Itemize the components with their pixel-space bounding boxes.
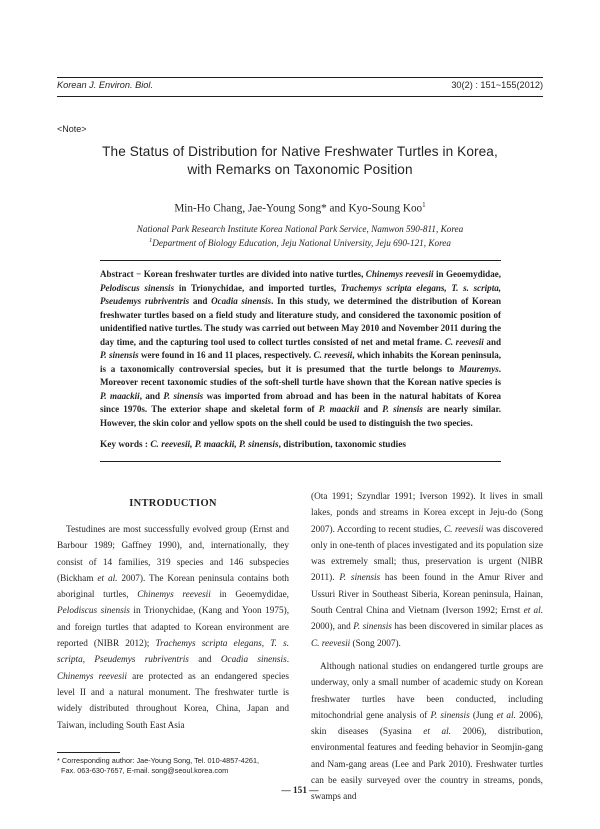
keywords-label: Key words : xyxy=(100,440,149,450)
header-bottom-rule xyxy=(57,96,543,97)
authors xyxy=(40,201,560,215)
abstract-text: . Moreover recent taxonomic studies of the soft-shell turtle have shown that the Korean native species is xyxy=(100,363,502,388)
body-text: Although national studies on endangered turtle groups are underway, only a small number of academic study on Korean freshwater turtles have been conducted, including mitochondrial gene analysis of xyxy=(311,661,543,721)
body-text: in Trionychidae, (Kang and Yoon 1975), and foreign turtles that adapted to Korean environment are reported (NIBR 2012); xyxy=(57,606,289,650)
abstract-dash: − xyxy=(136,269,142,279)
abstract-text: , which inhabits the Korean peninsula, is a taxonomically controversial species, but it is presumed that the turtle belongs to xyxy=(100,350,501,374)
footnote-line-2: Fax. 063-630-7657, E-mail. song@seoul.korea.com xyxy=(61,766,229,775)
abstract-text: in Geoemydidae, xyxy=(435,269,501,279)
body-text: , xyxy=(82,655,86,666)
abstract-text: and xyxy=(363,404,379,415)
body-text: Testudines are most successfully evolved group (Ernst and Barbour 1989; Gaffney 1990), and, internationally, they consist of 14 families, 319 species and 146 subspecies (Bickham xyxy=(57,525,289,584)
abstract-text: were found in 16 and 11 places, respectively. xyxy=(140,350,312,361)
species-name: Chinemys reevesii xyxy=(365,269,434,279)
species-name: P. sinensis xyxy=(382,404,423,415)
body-text: are protected as an endangered species level II and a natural monument. The freshwater turtle is widely distributed throughout Korea, China, Japan and Taiwan, including South East Asia xyxy=(57,671,290,731)
abstract-text: are nearly similar. However, the skin color and yellow spots on the shell could be used to distinguish the two species. xyxy=(100,404,501,429)
abstract-bottom-rule xyxy=(100,461,501,462)
body-text: in Geoemydidae, xyxy=(219,590,289,601)
affiliation-2 xyxy=(40,237,560,248)
body-text: 2007). The Korean peninsula contains both aboriginal turtles, xyxy=(57,573,290,601)
species-name: C. reevesii xyxy=(311,638,351,649)
body-text: and xyxy=(198,655,212,666)
body-text: . xyxy=(286,655,289,666)
abstract-text: was imported from abroad and has been in the natural habitats of Korea since 1970s. The exterior shape and skeletal form of xyxy=(100,390,501,415)
genus-name: Mauremys xyxy=(459,363,499,374)
abstract xyxy=(100,268,501,431)
species-name: Chinemys reevesii xyxy=(137,590,211,601)
body-text: (Ota 1991; Szyndlar 1991; Iverson 1992). It lives in small lakes, ponds and streams in Korea except in Jeju-do (Song 2007). According to recent studies, xyxy=(311,492,543,535)
species-name: P. sinensis xyxy=(430,710,470,721)
page-number: — 151 — xyxy=(281,786,319,796)
species-name: P. maackii xyxy=(318,404,360,415)
keywords-species: C. reevesii, P. maackii, P. sinensis xyxy=(150,440,279,450)
body-text: , xyxy=(261,639,265,650)
species-name: P. maackii xyxy=(100,390,140,401)
running-head xyxy=(57,80,543,94)
intro-paragraph xyxy=(57,522,289,734)
abstract-text: . In this study, we determined the distribution of Korean freshwater turtles based on a field study and literature study, and considered the taxonomic position of unidentified native turtles. The study was carried out between May 2010 and November 2011 during the day time, and the capturing tool used to collect turtles consisted of net and metal frame. xyxy=(100,296,502,347)
species-name: Trachemys scripta elegans xyxy=(155,639,262,650)
body-text: has been discovered in similar places as xyxy=(394,622,544,633)
abstract-top-rule xyxy=(100,260,501,261)
body-text: has been found in the Amur River and Ussuri River in Southeast Siberia, Korean peninsula, Hainan, South Central China and Vietnam (Iverson 1992; Ernst xyxy=(311,573,544,617)
right-paragraph-1 xyxy=(311,489,543,652)
species-name: C. reevesii xyxy=(444,524,484,535)
abstract-label: Abstract xyxy=(100,269,134,279)
abstract-text: , and xyxy=(139,390,160,401)
affiliation-2-superscript: 1 xyxy=(149,237,153,244)
species-name: Pelodiscus sinensis xyxy=(100,282,175,293)
abstract-text: and xyxy=(486,336,502,347)
title-line-2: with Remarks on Taxonomic Position xyxy=(187,162,413,177)
et-al: et al. xyxy=(523,606,544,617)
left-column xyxy=(57,522,289,734)
species-name: Ocadia sinensis xyxy=(211,296,272,307)
species-name: P. sinensis xyxy=(339,573,381,584)
note-label: <Note> xyxy=(57,124,87,134)
abstract-text: and xyxy=(192,296,208,307)
affiliation-2-text: Department of Biology Education, Jeju National University, Jeju 690-121, Korea xyxy=(152,238,451,249)
abstract-text: Korean freshwater turtles are divided into native turtles, xyxy=(143,269,364,279)
right-column xyxy=(311,489,543,806)
paper-title xyxy=(40,143,560,179)
affiliation-1: National Park Research Institute Korea National Park Service, Namwon 590-811, Korea xyxy=(136,224,464,234)
species-name: Chinemys reevesii xyxy=(57,671,127,682)
footnote-line-1: * Corresponding author: Jae-Young Song, Tel. 010-4857-4261, xyxy=(57,756,260,765)
body-text: 2006), skin diseases (Syasina xyxy=(311,710,543,738)
right-paragraph-2 xyxy=(311,659,543,806)
body-text: was discovered only in one-tenth of places investigated and its population size was extremely small; thus, preservation is urgent (NIBR 2011). xyxy=(311,524,544,584)
corresponding-author-footnote xyxy=(57,756,297,776)
body-text: (Song 2007). xyxy=(352,638,401,649)
section-heading-introduction: INTRODUCTION xyxy=(129,498,217,509)
author-names: Min-Ho Chang, Jae-Young Song* and Kyo-Soung Koo xyxy=(174,202,423,215)
header-top-rule xyxy=(57,77,543,78)
title-line-1: The Status of Distribution for Native Freshwater Turtles in Korea, xyxy=(102,144,498,159)
abstract-text: in Trionychidae, and imported turtles, xyxy=(178,282,337,293)
species-name: Trachemys scripta elegans, T. s. scripta, Pseudemys rubriventris xyxy=(100,282,501,307)
footnote-rule xyxy=(57,752,120,753)
keywords-rest: , distribution, taxonomic studies xyxy=(278,440,406,450)
species-name: Ocadia sinensis xyxy=(220,655,287,666)
et-al: et al. xyxy=(97,573,118,584)
species-name: Pelodiscus sinensis xyxy=(57,606,130,617)
species-name: P. sinensis xyxy=(353,622,392,633)
et-al: et al. xyxy=(496,710,516,721)
body-text: 2006), distribution, environmental features and feeding behavior in Seomjin-gang and Nam-gang areas (Lee and Park 2010). Freshwater turtles can be easily surveyed over the country in streams, ponds, swamps and xyxy=(311,727,543,803)
volume-info: 30(2) : 151~155(2012) xyxy=(451,80,543,90)
species-name: P. sinensis xyxy=(100,350,139,361)
author-superscript: 1 xyxy=(422,201,426,209)
species-name: C. reevesii xyxy=(444,336,484,347)
species-name: T. s. scripta xyxy=(57,639,290,666)
keywords xyxy=(100,440,501,450)
species-name: Pseudemys rubriventris xyxy=(94,655,189,666)
body-text: 2000), and xyxy=(311,622,351,633)
species-name: C. reevesii xyxy=(313,350,353,361)
body-text: (Jung xyxy=(472,710,494,721)
journal-name: Korean J. Environ. Biol. xyxy=(57,80,154,90)
species-name: P. sinensis xyxy=(163,390,204,401)
et-al: et al. xyxy=(423,727,452,738)
